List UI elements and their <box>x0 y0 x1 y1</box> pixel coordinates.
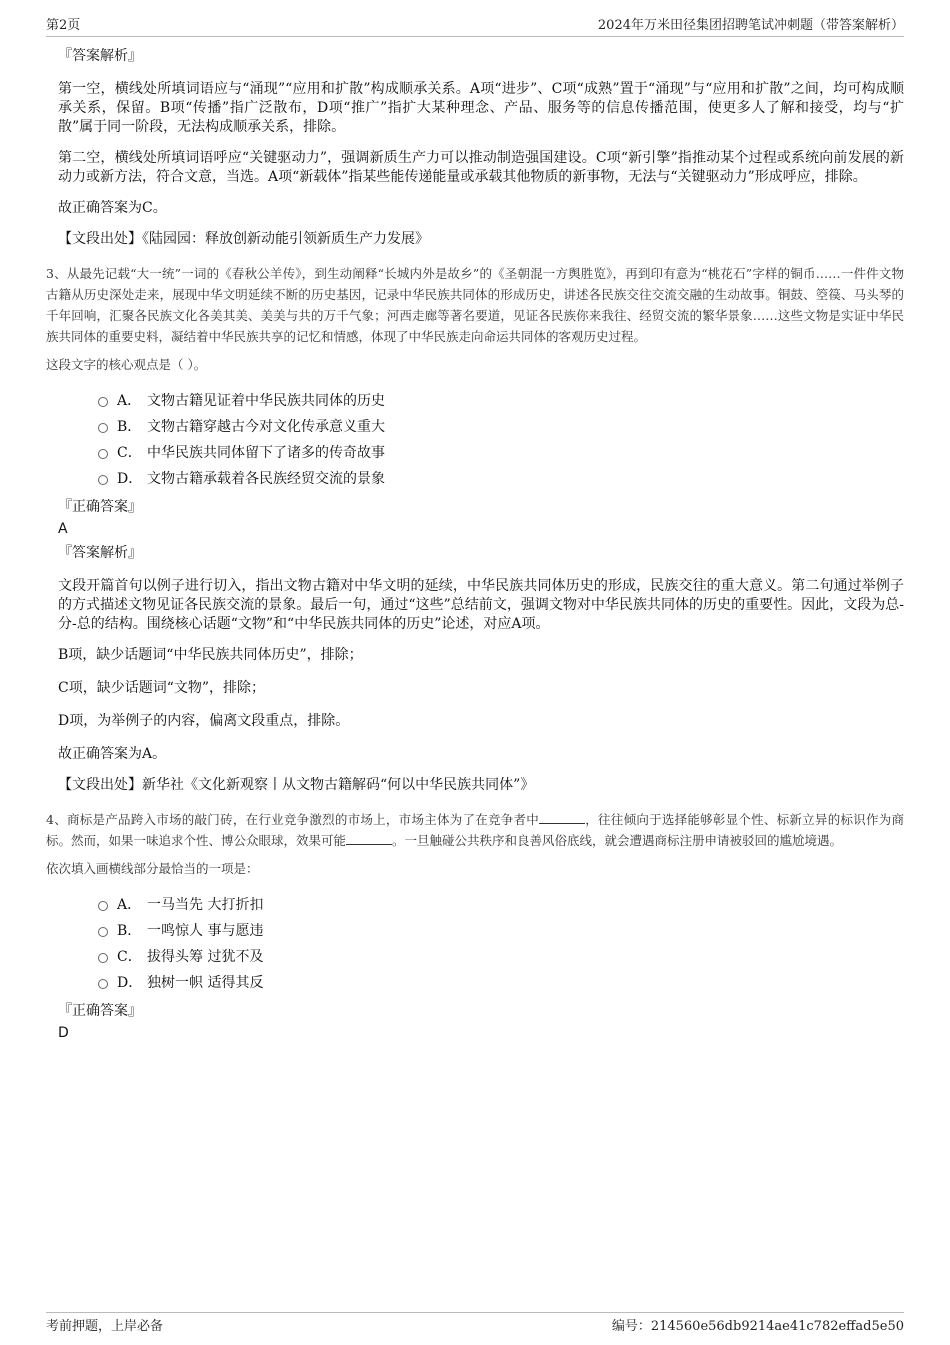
radio-icon[interactable] <box>98 423 108 433</box>
question-prompt: 依次填入画横线部分最恰当的一项是： <box>46 861 259 876</box>
question-3 <box>46 263 904 795</box>
option-text: 一鸣惊人 事与愿违 <box>147 923 264 939</box>
answer-label: 『正确答案』 <box>58 499 142 515</box>
analysis-label: 『答案解析』 <box>58 545 142 561</box>
footer-slogan: 考前押题，上岸必备 <box>46 1319 164 1334</box>
option-text: 一马当先 大打折扣 <box>147 897 264 913</box>
option-c[interactable]: C． 拔得头筹 过犹不及 <box>98 943 904 969</box>
correct-answer: D <box>58 1025 69 1041</box>
analysis-paragraph: 第一空，横线处所填词语应与“涌现”“应用和扩散”构成顺承关系。A项“进步”、C项“成熟”置于“涌现”与“应用和扩散”之间，均可构成顺承关系，保留。B项“传播”指广泛散布，D项“推广”指扩大某种理念、产品、服务等的信息传播范围，使更多人了解和接受，均与“扩散”属于同一阶段，无法构成顺承关系，排除。 <box>58 81 904 135</box>
q2-analysis <box>46 46 904 66</box>
question-4 <box>46 809 904 1043</box>
page-content <box>46 44 904 1047</box>
q2-analysis-body <box>46 80 904 249</box>
option-a[interactable]: A． 文物古籍见证着中华民族共同体的历史 <box>98 387 904 413</box>
analysis-paragraph: 文段开篇首句以例子进行切入，指出文物古籍对中华文明的延续，中华民族共同体历史的形成，民族交往的重大意义。第二句通过举例子的方式描述文物见证各民族交流的景象。最后一句，通过“这些”总结前文，强调文物对中华民族共同体的历史的重要性。因此，文段为总-分-总的结构。围绕核心话题“文物”和“中华民族共同体的历史”论述，对应A项。 <box>58 578 904 632</box>
fill-blank <box>346 832 392 845</box>
analysis-conclusion: 故正确答案为A。 <box>58 746 167 762</box>
analysis-label: 『答案解析』 <box>58 48 142 64</box>
document-id: 编号：214560e56db9214ae41c782effad5e50 <box>611 1319 904 1334</box>
fill-blank <box>539 811 585 824</box>
analysis-paragraph: C项，缺少话题词“文物”，排除； <box>58 680 266 696</box>
source-citation: 【文段出处】《陆园园：释放创新动能引领新质生产力发展》 <box>58 231 429 247</box>
question-stem: 3、从最先记载“大一统”一词的《春秋公羊传》，到生动阐释“长城内外是故乡”的《圣朝混一方舆胜览》，再到印有意为“桃花石”字样的铜币……一件件文物古籍从历史深处走来，展现中华文明延续不断的历史基因，记录中华民族共同体的形成历史，讲述各民族交往交流交融的生动故事。铜鼓、箜篌、马头琴的千年回响，汇聚各民族文化各美其美、美美与共的万千气象；河西走廊等著名要道，见证各民族你来我往、经贸交流的繁华景象……这些文物是实证中华民族共同体的重要史料，凝结着中华民族共享的记忆和情感，体现了中华民族走向命运共同体的客观历史过程。 <box>46 266 904 344</box>
option-text: 文物古籍穿越古今对文化传承意义重大 <box>147 419 385 435</box>
radio-icon[interactable] <box>98 475 108 485</box>
option-text: 中华民族共同体留下了诸多的传奇故事 <box>147 445 385 461</box>
answer-label: 『正确答案』 <box>58 1003 142 1019</box>
radio-icon[interactable] <box>98 953 108 963</box>
radio-icon[interactable] <box>98 927 108 937</box>
option-b[interactable]: B． 一鸣惊人 事与愿违 <box>98 917 904 943</box>
option-c[interactable]: C． 中华民族共同体留下了诸多的传奇故事 <box>98 439 904 465</box>
page-footer <box>46 1312 904 1334</box>
correct-answer: A <box>58 521 68 537</box>
option-text: 拔得头筹 过犹不及 <box>147 949 264 965</box>
source-citation: 【文段出处】新华社《文化新观察丨从文物古籍解码“何以中华民族共同体”》 <box>58 777 535 793</box>
document-title: 2024年万米田径集团招聘笔试冲刺题（带答案解析） <box>597 18 904 33</box>
option-list <box>98 387 904 491</box>
option-d[interactable]: D． 独树一帜 适得其反 <box>98 969 904 995</box>
radio-icon[interactable] <box>98 449 108 459</box>
page-number: 第2页 <box>46 18 81 33</box>
radio-icon[interactable] <box>98 901 108 911</box>
option-text: 独树一帜 适得其反 <box>147 975 264 991</box>
analysis-conclusion: 故正确答案为C。 <box>58 200 167 216</box>
option-b[interactable]: B． 文物古籍穿越古今对文化传承意义重大 <box>98 413 904 439</box>
analysis-paragraph: B项，缺少话题词“中华民族共同体历史”，排除； <box>58 647 363 663</box>
question-stem: 4、商标是产品跨入市场的敲门砖，在行业竞争激烈的市场上，市场主体为了在竞争者中 ，往往倾向于选择能够彰显个性、标新立异的标识作为商标。然而，如果一味追求个性、博公众眼球，效果可能 。一旦触碰公共秩序和良善风俗底线，就会遭遇商标注册申请被驳回的尴尬境遇。 <box>46 812 904 848</box>
page-header <box>46 14 904 37</box>
q3-analysis-body <box>46 577 904 795</box>
analysis-paragraph: 第二空，横线处所填词语呼应“关键驱动力”，强调新质生产力可以推动制造强国建设。C项“新引擎”指推动某个过程或系统向前发展的新动力或新方法，符合文意，当选。A项“新载体”指某些能传递能量或承载其他物质的新事物，无法与“关键驱动力”形成呼应，排除。 <box>58 150 904 185</box>
radio-icon[interactable] <box>98 397 108 407</box>
option-list <box>98 891 904 995</box>
option-text: 文物古籍承载着各民族经贸交流的景象 <box>147 471 385 487</box>
option-a[interactable]: A． 一马当先 大打折扣 <box>98 891 904 917</box>
question-prompt: 这段文字的核心观点是（ ）。 <box>46 357 207 372</box>
option-d[interactable]: D． 文物古籍承载着各民族经贸交流的景象 <box>98 465 904 491</box>
analysis-paragraph: D项，为举例子的内容，偏离文段重点，排除。 <box>58 713 350 729</box>
radio-icon[interactable] <box>98 979 108 989</box>
option-text: 文物古籍见证着中华民族共同体的历史 <box>147 393 385 409</box>
